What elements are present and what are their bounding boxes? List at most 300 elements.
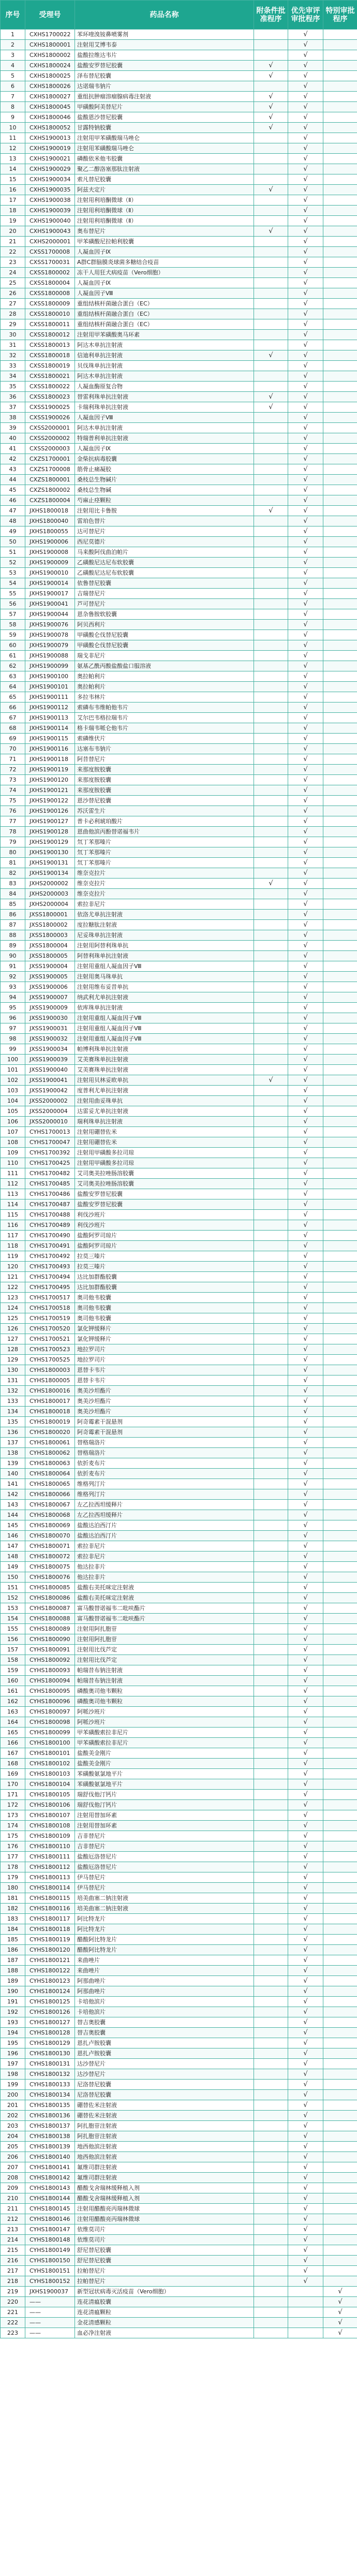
row-acceptance-no: JXHS1900008 bbox=[25, 547, 75, 558]
row-priority-review: √ bbox=[288, 454, 323, 464]
row-special-approval bbox=[323, 1003, 357, 1013]
row-drug-name: 苯环喹溴铵鼻喷雾剂 bbox=[75, 30, 254, 40]
row-priority-review: √ bbox=[288, 1593, 323, 1603]
row-drug-name: 芦可替尼片 bbox=[75, 599, 254, 609]
row-acceptance-no: CYHS1800069 bbox=[25, 1520, 75, 1531]
header-acceptance-no: 受理号 bbox=[25, 1, 75, 30]
table-row bbox=[1, 1976, 357, 1986]
row-seq: 98 bbox=[1, 1034, 25, 1044]
row-seq: 119 bbox=[1, 1251, 25, 1262]
row-acceptance-no: CYHS1800085 bbox=[25, 1583, 75, 1593]
row-special-approval bbox=[323, 661, 357, 671]
row-priority-review: √ bbox=[288, 50, 323, 61]
row-seq: 40 bbox=[1, 433, 25, 444]
row-drug-name: 达诺瑞韦钠片 bbox=[75, 81, 254, 92]
row-drug-name: 金花清感颗粒 bbox=[75, 2318, 254, 2328]
row-priority-review: √ bbox=[288, 1686, 323, 1696]
row-conditional-approval bbox=[254, 1831, 288, 1841]
row-priority-review: √ bbox=[288, 899, 323, 910]
row-drug-name: 醋酸阿比特龙片 bbox=[75, 1935, 254, 1945]
row-conditional-approval bbox=[254, 2214, 288, 2224]
row-priority-review: √ bbox=[288, 413, 323, 423]
table-row bbox=[1, 609, 357, 620]
row-drug-name: 阿贝西利片 bbox=[75, 620, 254, 630]
row-conditional-approval bbox=[254, 547, 288, 558]
row-special-approval bbox=[323, 1966, 357, 1976]
table-row bbox=[1, 1583, 357, 1593]
row-drug-name: 艾司奥美拉唑肠溶胶囊 bbox=[75, 1168, 254, 1179]
row-drug-name: 注射用阿扎胞苷 bbox=[75, 1624, 254, 1634]
row-acceptance-no: JXSS1900009 bbox=[25, 1003, 75, 1013]
row-special-approval bbox=[323, 1438, 357, 1448]
row-special-approval bbox=[323, 754, 357, 765]
row-acceptance-no: CXHS1800027 bbox=[25, 92, 75, 102]
row-seq: 135 bbox=[1, 1417, 25, 1427]
row-conditional-approval bbox=[254, 1520, 288, 1531]
row-acceptance-no: CXHS1900013 bbox=[25, 133, 75, 143]
row-conditional-approval: √ bbox=[254, 879, 288, 889]
row-drug-name: 奥拉帕利片 bbox=[75, 671, 254, 682]
table-row bbox=[1, 2266, 357, 2276]
table-row bbox=[1, 951, 357, 961]
table-row bbox=[1, 2131, 357, 2142]
row-special-approval bbox=[323, 982, 357, 992]
row-priority-review: √ bbox=[288, 299, 323, 309]
row-special-approval bbox=[323, 1199, 357, 1210]
row-seq: 154 bbox=[1, 1614, 25, 1624]
row-special-approval bbox=[323, 1831, 357, 1841]
table-row bbox=[1, 278, 357, 288]
table-row bbox=[1, 81, 357, 92]
row-acceptance-no: CYHS1700488 bbox=[25, 1210, 75, 1220]
row-special-approval bbox=[323, 1676, 357, 1686]
row-drug-name: 艾尔巴韦格拉瑞韦片 bbox=[75, 713, 254, 723]
row-seq: 199 bbox=[1, 2080, 25, 2090]
table-row bbox=[1, 1935, 357, 1945]
row-drug-name: 奥美沙坦酯片 bbox=[75, 1396, 254, 1407]
table-row bbox=[1, 1282, 357, 1293]
row-acceptance-no: CYHS1800113 bbox=[25, 1872, 75, 1883]
table-row bbox=[1, 1655, 357, 1665]
row-special-approval bbox=[323, 1748, 357, 1759]
row-seq: 203 bbox=[1, 2121, 25, 2131]
row-conditional-approval bbox=[254, 941, 288, 951]
row-special-approval bbox=[323, 123, 357, 133]
row-seq: 68 bbox=[1, 723, 25, 734]
row-drug-name: 桑枝总生物碱片 bbox=[75, 475, 254, 485]
row-conditional-approval bbox=[254, 423, 288, 433]
row-drug-name: 维奈克拉片 bbox=[75, 868, 254, 879]
row-drug-name: 注射用重组人凝血因子Ⅷ bbox=[75, 961, 254, 972]
row-conditional-approval bbox=[254, 1106, 288, 1117]
row-conditional-approval bbox=[254, 1168, 288, 1179]
row-priority-review: √ bbox=[288, 827, 323, 837]
table-row bbox=[1, 2193, 357, 2204]
row-drug-name: 阿哌沙班片 bbox=[75, 1707, 254, 1717]
row-special-approval bbox=[323, 1686, 357, 1696]
row-seq: 106 bbox=[1, 1117, 25, 1127]
row-special-approval bbox=[323, 1117, 357, 1127]
row-seq: 53 bbox=[1, 568, 25, 578]
row-seq: 141 bbox=[1, 1479, 25, 1489]
row-conditional-approval bbox=[254, 930, 288, 941]
row-conditional-approval bbox=[254, 2235, 288, 2245]
row-acceptance-no: CXHS1900043 bbox=[25, 226, 75, 237]
row-drug-name: 注射用奥马珠单抗 bbox=[75, 972, 254, 982]
table-row bbox=[1, 620, 357, 630]
row-seq: 123 bbox=[1, 1293, 25, 1303]
row-acceptance-no: JXSS1800001 bbox=[25, 910, 75, 920]
row-priority-review: √ bbox=[288, 330, 323, 340]
row-conditional-approval bbox=[254, 1541, 288, 1552]
row-special-approval bbox=[323, 112, 357, 123]
row-conditional-approval bbox=[254, 1976, 288, 1986]
row-special-approval bbox=[323, 1272, 357, 1282]
row-conditional-approval bbox=[254, 1614, 288, 1624]
row-special-approval bbox=[323, 247, 357, 257]
row-seq: 30 bbox=[1, 330, 25, 340]
table-row bbox=[1, 1168, 357, 1179]
row-priority-review: √ bbox=[288, 1872, 323, 1883]
row-special-approval bbox=[323, 692, 357, 702]
row-seq: 49 bbox=[1, 526, 25, 537]
row-conditional-approval bbox=[254, 413, 288, 423]
row-drug-name: 索磷维伏片 bbox=[75, 734, 254, 744]
row-conditional-approval bbox=[254, 558, 288, 568]
table-row bbox=[1, 2214, 357, 2224]
row-special-approval bbox=[323, 1997, 357, 2007]
table-body bbox=[1, 30, 357, 2338]
row-priority-review: √ bbox=[288, 1013, 323, 1023]
row-priority-review: √ bbox=[288, 1572, 323, 1583]
row-seq: 157 bbox=[1, 1645, 25, 1655]
row-drug-name: 盐酸安罗替尼胶囊 bbox=[75, 1199, 254, 1210]
row-seq: 129 bbox=[1, 1355, 25, 1365]
row-conditional-approval bbox=[254, 1904, 288, 1914]
table-row bbox=[1, 2297, 357, 2307]
row-seq: 202 bbox=[1, 2111, 25, 2121]
row-drug-name: 多拉韦林片 bbox=[75, 692, 254, 702]
row-seq: 101 bbox=[1, 1065, 25, 1075]
row-special-approval bbox=[323, 1945, 357, 1955]
row-conditional-approval bbox=[254, 651, 288, 661]
table-row bbox=[1, 1790, 357, 1800]
row-special-approval: √ bbox=[323, 2328, 357, 2338]
row-seq: 162 bbox=[1, 1696, 25, 1707]
row-special-approval bbox=[323, 1707, 357, 1717]
row-seq: 93 bbox=[1, 982, 25, 992]
row-special-approval bbox=[323, 1738, 357, 1748]
row-conditional-approval bbox=[254, 1127, 288, 1137]
table-row bbox=[1, 423, 357, 433]
row-drug-name: 恩替卡韦片 bbox=[75, 1365, 254, 1375]
row-special-approval bbox=[323, 775, 357, 785]
row-drug-name: 盐酸安罗替尼胶囊 bbox=[75, 61, 254, 71]
table-row bbox=[1, 2162, 357, 2173]
row-acceptance-no: —— bbox=[25, 2297, 75, 2307]
row-seq: 178 bbox=[1, 1862, 25, 1872]
row-priority-review: √ bbox=[288, 1034, 323, 1044]
row-drug-name: 西尼莫德片 bbox=[75, 537, 254, 547]
row-drug-name: 硼替佐米注射液 bbox=[75, 2111, 254, 2121]
row-special-approval bbox=[323, 537, 357, 547]
row-seq: 112 bbox=[1, 1179, 25, 1189]
row-special-approval bbox=[323, 1759, 357, 1769]
row-special-approval bbox=[323, 454, 357, 464]
table-row bbox=[1, 1148, 357, 1158]
row-conditional-approval bbox=[254, 599, 288, 609]
row-acceptance-no: CYHS1700519 bbox=[25, 1313, 75, 1324]
table-row bbox=[1, 268, 357, 278]
row-conditional-approval bbox=[254, 174, 288, 185]
row-priority-review: √ bbox=[288, 972, 323, 982]
row-acceptance-no: CYHS1800149 bbox=[25, 2245, 75, 2256]
row-special-approval bbox=[323, 1935, 357, 1945]
row-seq: 215 bbox=[1, 2245, 25, 2256]
row-drug-name: 格卡瑞韦哌仑他韦片 bbox=[75, 723, 254, 734]
row-acceptance-no: CYHS1800100 bbox=[25, 1738, 75, 1748]
row-special-approval bbox=[323, 1055, 357, 1065]
row-drug-name: 吉瑞替尼片 bbox=[75, 589, 254, 599]
row-special-approval bbox=[323, 1034, 357, 1044]
row-priority-review: √ bbox=[288, 1541, 323, 1552]
row-acceptance-no: JXHS1900017 bbox=[25, 589, 75, 599]
row-acceptance-no: JXSS1800005 bbox=[25, 951, 75, 961]
table-row bbox=[1, 40, 357, 50]
row-priority-review: √ bbox=[288, 195, 323, 206]
table-row bbox=[1, 930, 357, 941]
row-seq: 12 bbox=[1, 143, 25, 154]
row-acceptance-no: CYHS1800092 bbox=[25, 1655, 75, 1665]
row-priority-review: √ bbox=[288, 1500, 323, 1510]
row-special-approval bbox=[323, 1407, 357, 1417]
table-row bbox=[1, 713, 357, 723]
row-conditional-approval bbox=[254, 1096, 288, 1106]
row-acceptance-no: JXHS1800040 bbox=[25, 516, 75, 526]
row-conditional-approval bbox=[254, 1986, 288, 1997]
row-priority-review: √ bbox=[288, 1955, 323, 1966]
row-conditional-approval bbox=[254, 889, 288, 899]
table-row bbox=[1, 920, 357, 930]
row-priority-review bbox=[288, 2318, 323, 2328]
row-priority-review: √ bbox=[288, 1448, 323, 1458]
row-conditional-approval bbox=[254, 464, 288, 475]
row-drug-name: 地西他滨注射液 bbox=[75, 2142, 254, 2152]
table-row bbox=[1, 589, 357, 599]
row-drug-name: 氘丁苯那嗪片 bbox=[75, 837, 254, 847]
row-drug-name: 瑞舒伐他汀钙片 bbox=[75, 1800, 254, 1810]
row-conditional-approval bbox=[254, 2204, 288, 2214]
table-row bbox=[1, 1562, 357, 1572]
row-acceptance-no: CYHS1800019 bbox=[25, 1417, 75, 1427]
row-priority-review: √ bbox=[288, 2224, 323, 2235]
row-priority-review: √ bbox=[288, 1489, 323, 1500]
table-row bbox=[1, 361, 357, 371]
row-drug-name: 盐酸达泊西汀片 bbox=[75, 1520, 254, 1531]
row-acceptance-no: CXSS1800009 bbox=[25, 299, 75, 309]
row-special-approval bbox=[323, 1552, 357, 1562]
row-drug-name: 索磷布韦维帕他韦片 bbox=[75, 702, 254, 713]
row-seq: 207 bbox=[1, 2162, 25, 2173]
row-conditional-approval bbox=[254, 1417, 288, 1427]
row-conditional-approval bbox=[254, 1407, 288, 1417]
row-special-approval bbox=[323, 1065, 357, 1075]
row-seq: 64 bbox=[1, 682, 25, 692]
row-special-approval bbox=[323, 1158, 357, 1168]
row-conditional-approval bbox=[254, 1665, 288, 1676]
row-drug-name: 乙磺酸尼达尼布软胶囊 bbox=[75, 558, 254, 568]
row-special-approval bbox=[323, 216, 357, 226]
table-row bbox=[1, 982, 357, 992]
table-row bbox=[1, 2028, 357, 2038]
row-priority-review: √ bbox=[288, 951, 323, 961]
row-acceptance-no: JXSS1900006 bbox=[25, 982, 75, 992]
row-conditional-approval bbox=[254, 1655, 288, 1665]
row-drug-name: 左乙拉西坦缓释片 bbox=[75, 1510, 254, 1520]
row-priority-review: √ bbox=[288, 1282, 323, 1293]
row-seq: 220 bbox=[1, 2297, 25, 2307]
row-acceptance-no: CXHS1900021 bbox=[25, 154, 75, 164]
row-acceptance-no: CYHS1800140 bbox=[25, 2152, 75, 2162]
table-row bbox=[1, 558, 357, 568]
row-priority-review: √ bbox=[288, 713, 323, 723]
row-conditional-approval bbox=[254, 1872, 288, 1883]
header-conditional-approval: 附条件批准程序 bbox=[254, 1, 288, 30]
row-special-approval bbox=[323, 195, 357, 206]
table-row bbox=[1, 1500, 357, 1510]
row-seq: 198 bbox=[1, 2069, 25, 2080]
row-special-approval bbox=[323, 1148, 357, 1158]
row-conditional-approval bbox=[254, 1738, 288, 1748]
row-priority-review: √ bbox=[288, 1334, 323, 1344]
row-priority-review: √ bbox=[288, 1365, 323, 1375]
table-row bbox=[1, 1614, 357, 1624]
row-priority-review: √ bbox=[288, 682, 323, 692]
row-acceptance-no: CXSS2000002 bbox=[25, 433, 75, 444]
row-special-approval bbox=[323, 30, 357, 40]
row-special-approval bbox=[323, 1458, 357, 1469]
row-priority-review: √ bbox=[288, 2048, 323, 2059]
table-row bbox=[1, 371, 357, 382]
row-conditional-approval bbox=[254, 2007, 288, 2017]
row-seq: 181 bbox=[1, 1893, 25, 1904]
row-conditional-approval bbox=[254, 972, 288, 982]
row-priority-review: √ bbox=[288, 537, 323, 547]
row-acceptance-no: CYHS1800145 bbox=[25, 2204, 75, 2214]
row-priority-review: √ bbox=[288, 1003, 323, 1013]
table-row bbox=[1, 340, 357, 350]
table-row bbox=[1, 1779, 357, 1790]
row-acceptance-no: CYHS1800003 bbox=[25, 1365, 75, 1375]
row-priority-review: √ bbox=[288, 1883, 323, 1893]
table-row bbox=[1, 2204, 357, 2214]
row-seq: 17 bbox=[1, 195, 25, 206]
row-priority-review: √ bbox=[288, 392, 323, 402]
row-special-approval bbox=[323, 299, 357, 309]
row-seq: 114 bbox=[1, 1199, 25, 1210]
row-priority-review: √ bbox=[288, 1562, 323, 1572]
row-acceptance-no: JXSS1900032 bbox=[25, 1034, 75, 1044]
row-drug-name: 特瑞普利单抗注射液 bbox=[75, 433, 254, 444]
row-special-approval bbox=[323, 2038, 357, 2048]
table-row bbox=[1, 1210, 357, 1220]
row-drug-name: 连花清瘟胶囊 bbox=[75, 2297, 254, 2307]
row-conditional-approval: √ bbox=[254, 123, 288, 133]
row-conditional-approval bbox=[254, 1489, 288, 1500]
table-row bbox=[1, 1034, 357, 1044]
row-seq: 143 bbox=[1, 1500, 25, 1510]
table-row bbox=[1, 1044, 357, 1055]
row-seq: 104 bbox=[1, 1096, 25, 1106]
row-seq: 41 bbox=[1, 444, 25, 454]
row-drug-name: 帕瑞昔布钠注射液 bbox=[75, 1676, 254, 1686]
table-row bbox=[1, 433, 357, 444]
row-conditional-approval bbox=[254, 734, 288, 744]
table-row bbox=[1, 30, 357, 40]
row-priority-review: √ bbox=[288, 889, 323, 899]
row-acceptance-no: JXHS1900010 bbox=[25, 568, 75, 578]
row-drug-name: 连花清瘟颗粒 bbox=[75, 2307, 254, 2318]
row-drug-name: 吉非替尼片 bbox=[75, 1831, 254, 1841]
row-acceptance-no: JXHS1900115 bbox=[25, 734, 75, 744]
row-priority-review: √ bbox=[288, 154, 323, 164]
table-row bbox=[1, 1179, 357, 1189]
row-seq: 13 bbox=[1, 154, 25, 164]
row-special-approval bbox=[323, 361, 357, 371]
row-seq: 44 bbox=[1, 475, 25, 485]
row-priority-review: √ bbox=[288, 1251, 323, 1262]
row-seq: 147 bbox=[1, 1541, 25, 1552]
row-acceptance-no: CYHS1800076 bbox=[25, 1572, 75, 1583]
row-special-approval bbox=[323, 2121, 357, 2131]
row-seq: 4 bbox=[1, 61, 25, 71]
row-acceptance-no: CYHS1800123 bbox=[25, 1976, 75, 1986]
row-seq: 76 bbox=[1, 806, 25, 816]
row-seq: 160 bbox=[1, 1676, 25, 1686]
table-row bbox=[1, 1966, 357, 1976]
table-row bbox=[1, 682, 357, 692]
row-acceptance-no: CXSS1900025 bbox=[25, 402, 75, 413]
row-acceptance-no: CYHS1800067 bbox=[25, 1500, 75, 1510]
table-row bbox=[1, 1800, 357, 1810]
table-row bbox=[1, 992, 357, 1003]
row-conditional-approval bbox=[254, 1531, 288, 1541]
row-seq: 82 bbox=[1, 868, 25, 879]
row-special-approval bbox=[323, 1303, 357, 1313]
table-row bbox=[1, 858, 357, 868]
row-priority-review: √ bbox=[288, 651, 323, 661]
row-special-approval bbox=[323, 2183, 357, 2193]
row-drug-name: 瑞戈非尼片 bbox=[75, 651, 254, 661]
table-row bbox=[1, 1552, 357, 1562]
row-acceptance-no: CYHS1700521 bbox=[25, 1334, 75, 1344]
row-conditional-approval bbox=[254, 537, 288, 547]
row-drug-name: 帕瑞昔布钠注射液 bbox=[75, 1665, 254, 1676]
row-seq: 37 bbox=[1, 402, 25, 413]
row-conditional-approval bbox=[254, 1583, 288, 1593]
row-seq: 7 bbox=[1, 92, 25, 102]
row-drug-name: 注射用贝林妥欧单抗 bbox=[75, 1075, 254, 1086]
row-special-approval bbox=[323, 50, 357, 61]
row-priority-review: √ bbox=[288, 1075, 323, 1086]
row-special-approval bbox=[323, 858, 357, 868]
table-row bbox=[1, 868, 357, 879]
row-priority-review: √ bbox=[288, 371, 323, 382]
table-row bbox=[1, 257, 357, 268]
row-drug-name: 富马酸替诺福韦二吡呋酯片 bbox=[75, 1603, 254, 1614]
row-conditional-approval bbox=[254, 1634, 288, 1645]
table-row bbox=[1, 309, 357, 319]
